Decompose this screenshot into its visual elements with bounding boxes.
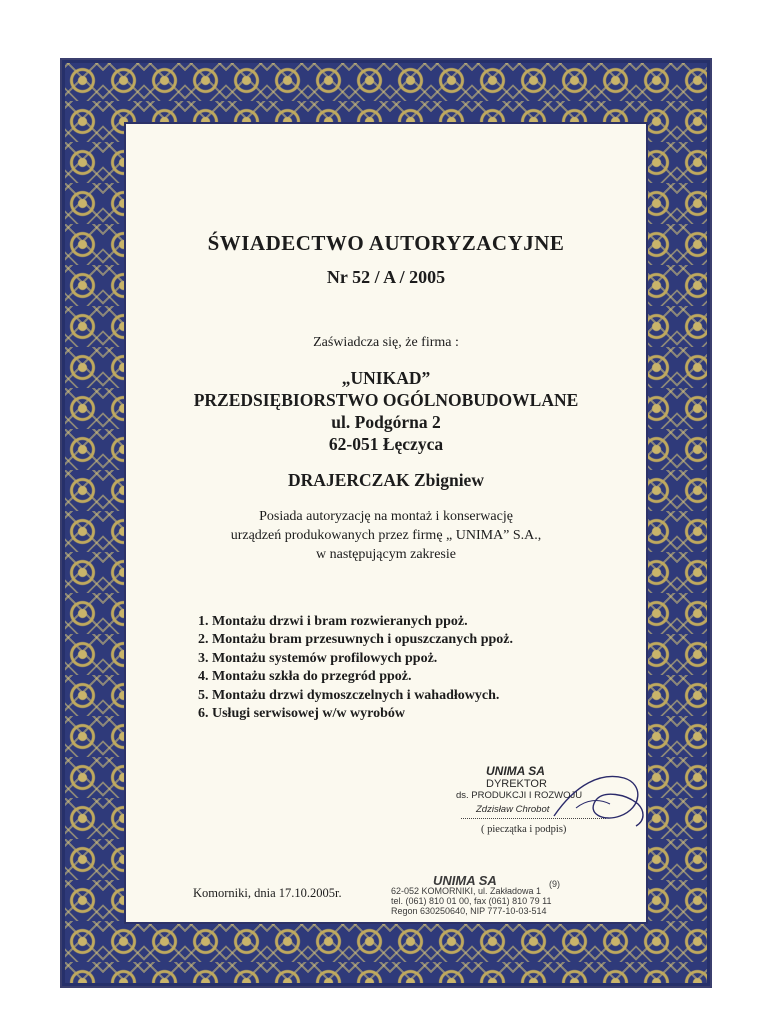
scope-list <box>198 614 513 724</box>
company-stamp <box>391 873 591 916</box>
scope-item: 3. Montażu systemów profilowych ppoż. <box>198 650 438 666</box>
stamp-caption: ( pieczątka i podpis) <box>481 824 567 835</box>
intro-text: Zaświadcza się, że firma : <box>313 335 459 350</box>
scope-item: 4. Montażu szkła do przegród ppoż. <box>198 669 412 685</box>
scope-item: 1. Montażu drzwi i bram rozwieranych ppoż. <box>198 614 468 629</box>
stamp-company: UNIMA SA <box>486 764 545 778</box>
company-street: ul. Podgórna 2 <box>331 412 441 432</box>
description-line: urządzeń produkowanych przez firmę „ UNIMA” S.A., <box>230 528 542 543</box>
scope-item: 2. Montażu bram przesuwnych i opuszczanych ppoż. <box>198 632 514 648</box>
stamp-department: ds. PRODUKCJI I ROZWOJU <box>456 790 583 801</box>
place-and-date: Komorniki, dnia 17.10.2005r. <box>193 886 342 900</box>
stamp-title: DYREKTOR <box>486 778 547 790</box>
footer-stamp-code: (9) <box>549 879 560 889</box>
person-name: DRAJERCZAK Zbigniew <box>288 470 484 490</box>
footer-stamp-line: tel. (061) 810 01 00, fax (061) 810 79 11 <box>391 896 552 906</box>
stamp-signer: Zdzisław Chrobot <box>476 804 550 815</box>
footer-stamp-company: UNIMA SA <box>433 873 497 888</box>
company-name: „UNIKAD” <box>341 368 431 388</box>
description-line: Posiada autoryzację na montaż i konserwację <box>259 509 513 524</box>
certificate-border <box>60 58 712 988</box>
company-city: 62-051 Łęczyca <box>328 434 444 454</box>
footer-stamp-line: 62-052 KOMORNIKI, ul. Zakładowa 1 <box>391 886 542 896</box>
certificate-title: ŚWIADECTWO AUTORYZACYJNE <box>207 231 565 255</box>
handwritten-signature <box>546 764 656 834</box>
footer-stamp-line: Regon 630250640, NIP 777-10-03-514 <box>391 906 547 916</box>
certificate-body <box>124 122 648 924</box>
scope-item: 5. Montażu drzwi dymoszczelnych i wahadłowych. <box>198 687 500 703</box>
scope-item: 6. Usługi serwisowej w/w wyrobów <box>198 705 406 721</box>
certificate-number: Nr 52 / A / 2005 <box>326 267 446 287</box>
description-line: w następującym zakresie <box>316 547 456 562</box>
company-type: PRZEDSIĘBIORSTWO OGÓLNOBUDOWLANE <box>193 390 579 410</box>
